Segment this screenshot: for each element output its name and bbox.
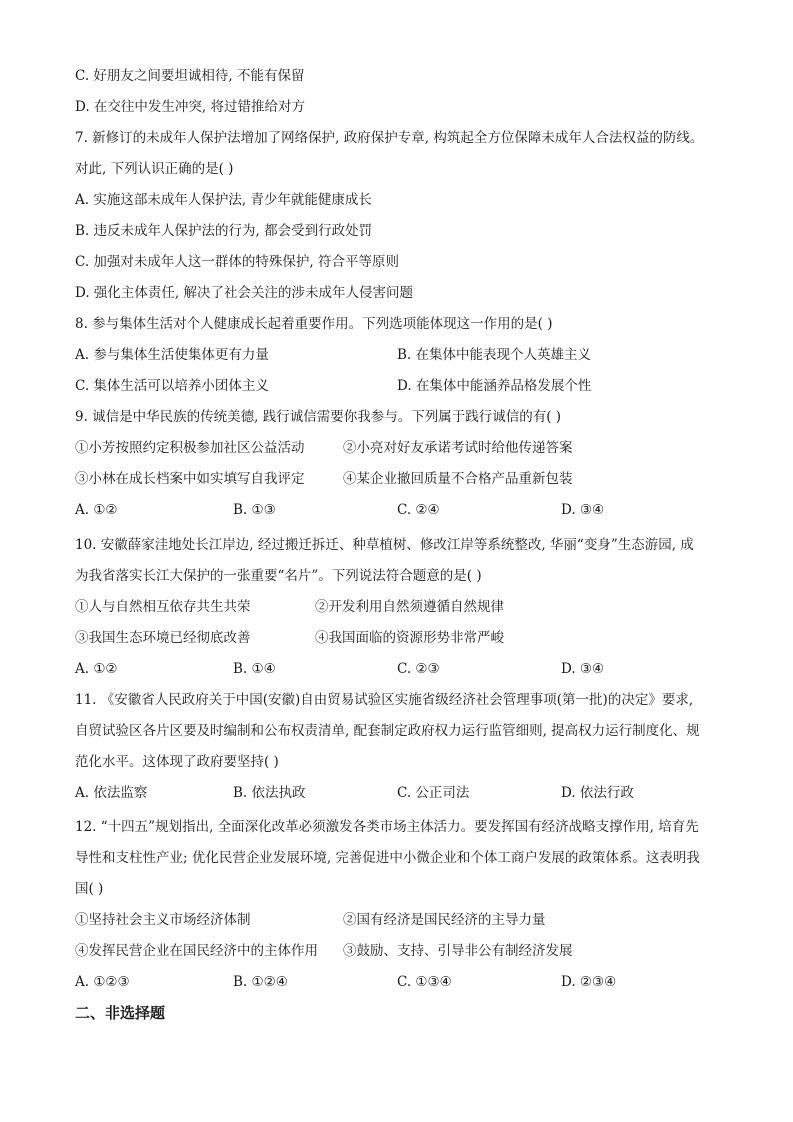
q7-option-a: A. 实施这部未成年人保护法, 青少年就能健康成长 [75, 192, 372, 208]
q10-option-c: C. ②③ [397, 661, 440, 677]
q9-statement-2: ②小亮对好友承诺考试时给他传递答案 [343, 440, 573, 456]
q12-option-a: A. ①②③ [75, 974, 130, 990]
q9-option-a: A. ①② [75, 502, 118, 518]
q10-option-a: A. ①② [75, 661, 118, 677]
q8-option-b: B. 在集体中能表现个人英雄主义 [397, 347, 592, 363]
q10-stem-line1: 10. 安徽薛家洼地处长江岸边, 经过搬迁拆迁、种草植树、修改江岸等系统整改, 华丽“变身”生态游园, 成 [75, 537, 694, 553]
q10-option-d: D. ③④ [561, 661, 605, 677]
q7-stem-line1: 7. 新修订的未成年人保护法增加了网络保护, 政府保护专章, 构筑起全方位保障未成年人合法权益的防线。 [75, 130, 704, 146]
q7-option-b: B. 违反未成年人保护法的行为, 都会受到行政处罚 [75, 223, 373, 239]
q7-stem-line2: 对此, 下列认识正确的是( ) [75, 161, 234, 177]
q7-option-d: D. 强化主体责任, 解决了社会关注的涉未成年人侵害问题 [75, 285, 414, 301]
q12-option-d: D. ②③④ [561, 974, 617, 990]
q11-stem-line1: 11. 《安徽省人民政府关于中国(安徽)自由贸易试验区实施省级经济社会管理事项(第一批)的决定》要求, [75, 692, 694, 708]
q10-statement-4: ④我国面临的资源形势非常严峻 [315, 630, 504, 646]
q9-statement-1: ①小芳按照约定积极参加社区公益活动 [75, 440, 305, 456]
section-heading: 二、非选择题 [75, 1004, 166, 1022]
q12-statement-4: ④发挥民营企业在国民经济中的主体作用 [75, 943, 318, 959]
q8-option-a: A. 参与集体生活使集体更有力量 [75, 347, 269, 363]
q12-statement-1: ①坚持社会主义市场经济体制 [75, 912, 251, 928]
q10-option-b: B. ①④ [233, 661, 276, 677]
q8-stem: 8. 参与集体生活对个人健康成长起着重要作用。下列选项能体现这一作用的是( ) [75, 316, 553, 332]
q11-option-d: D. 依法行政 [561, 785, 634, 801]
q11-option-a: A. 依法监察 [75, 785, 148, 801]
q8-option-c: C. 集体生活可以培养小团体主义 [75, 378, 269, 394]
q10-statement-2: ②开发利用自然须遵循自然规律 [315, 599, 504, 615]
q11-stem-line3: 范化水平。这体现了政府要坚持( ) [75, 754, 279, 770]
q7-option-c: C. 加强对未成年人这一群体的特殊保护, 符合平等原则 [75, 254, 400, 270]
q6-option-d: D. 在交往中发生冲突, 将过错推给对方 [75, 99, 306, 115]
q9-option-c: C. ②④ [397, 502, 440, 518]
q9-statement-4: ④某企业撤回质量不合格产品重新包装 [343, 471, 573, 487]
q12-option-b: B. ①②④ [233, 974, 288, 990]
q9-stem: 9. 诚信是中华民族的传统美德, 践行诚信需要你我参与。下列属于践行诚信的有( ) [75, 409, 562, 425]
q9-statement-3: ③小林在成长档案中如实填写自我评定 [75, 471, 305, 487]
q11-stem-line2: 自贸试验区各片区要及时编制和公布权责清单, 配套制定政府权力运行监管细则, 提高权力运行制度化、规 [75, 723, 700, 739]
q10-statement-3: ③我国生态环境已经彻底改善 [75, 630, 251, 646]
q11-option-b: B. 依法执政 [233, 785, 306, 801]
q12-option-c: C. ①③④ [397, 974, 452, 990]
q11-option-c: C. 公正司法 [397, 785, 470, 801]
q9-option-b: B. ①③ [233, 502, 276, 518]
q8-option-d: D. 在集体中能涵养品格发展个性 [397, 378, 592, 394]
q12-stem-line3: 国( ) [75, 881, 104, 897]
q12-stem-line2: 导性和支柱性产业; 优化民营企业发展环境, 完善促进中小微企业和个体工商户发展的政策体系。这表明我 [75, 850, 700, 866]
q9-option-d: D. ③④ [561, 502, 605, 518]
q6-option-c: C. 好朋友之间要坦诚相待, 不能有保留 [75, 68, 305, 84]
q12-stem-line1: 12. “十四五”规划指出, 全面深化改革必须激发各类市场主体活力。要发挥国有经济战略支撑作用, 培育先 [75, 819, 699, 835]
q10-stem-line2: 为我省落实长江大保护的一张重要“名片”。下列说法符合题意的是( ) [75, 568, 482, 584]
q10-statement-1: ①人与自然相互依存共生共荣 [75, 599, 251, 615]
q12-statement-3: ③鼓励、支持、引导非公有制经济发展 [343, 943, 573, 959]
q12-statement-2: ②国有经济是国民经济的主导力量 [343, 912, 546, 928]
